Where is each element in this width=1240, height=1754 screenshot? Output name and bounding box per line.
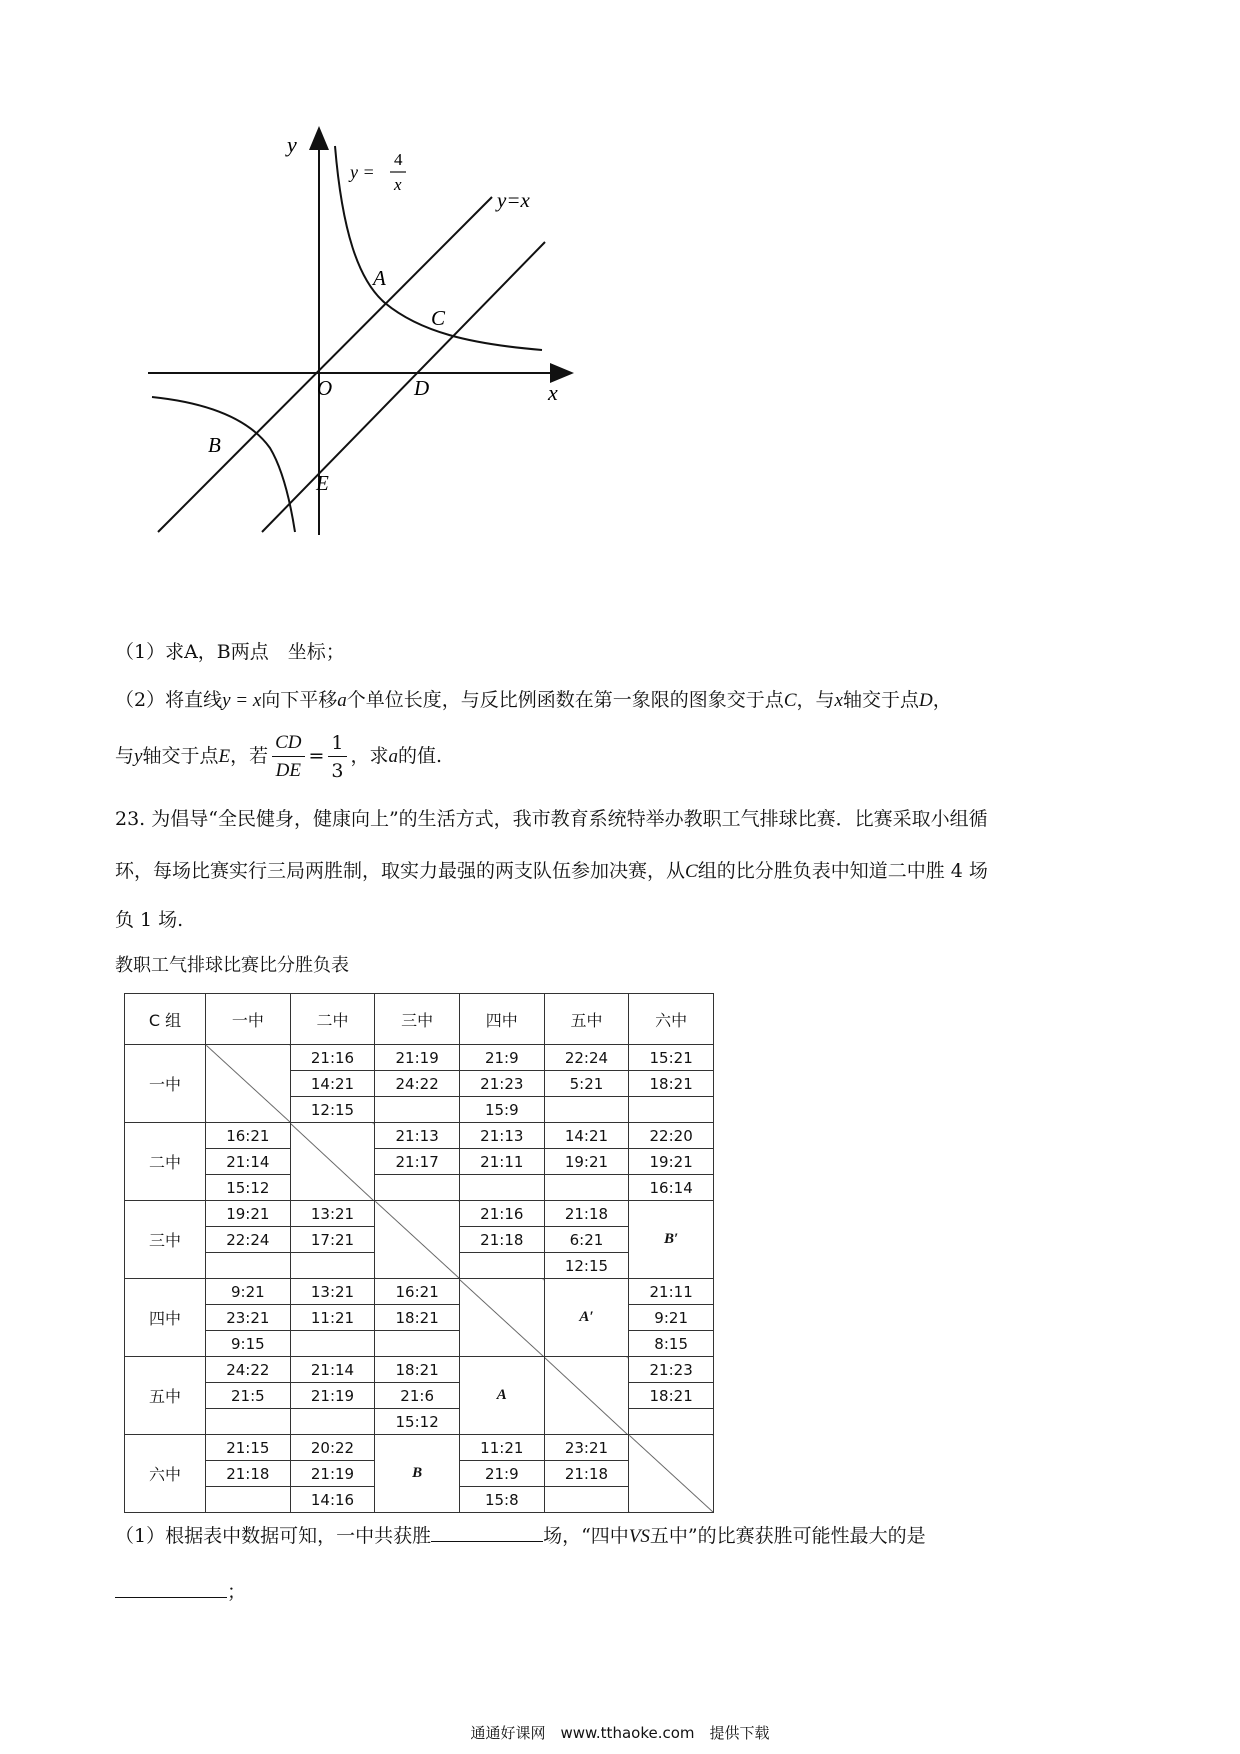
- score-cell: 12:15: [544, 1253, 629, 1279]
- score-cell: [459, 1253, 544, 1279]
- score-cell: 21:15: [206, 1435, 291, 1461]
- table-corner: C 组: [125, 994, 206, 1045]
- q22-line3-text-d: ，求: [350, 745, 389, 767]
- score-cell: [375, 1097, 460, 1123]
- col-header: 三中: [375, 994, 460, 1045]
- q23-vs: VS: [628, 1526, 650, 1547]
- score-cell: 21:16: [459, 1201, 544, 1227]
- q22-var-a-2: a: [388, 746, 399, 767]
- col-header: 一中: [206, 994, 291, 1045]
- q22-var-a: a: [337, 690, 347, 711]
- table-row: [125, 1123, 714, 1149]
- q22-equation: y = x: [222, 690, 262, 711]
- score-table: [124, 993, 714, 1513]
- q23-line2: [115, 857, 988, 886]
- table-row: [125, 1149, 714, 1175]
- score-cell: [629, 1097, 714, 1123]
- score-cell: 6:21: [544, 1227, 629, 1253]
- score-cell: [206, 1253, 291, 1279]
- score-cell: [459, 1175, 544, 1201]
- unknown-score-cell: A′: [544, 1279, 629, 1357]
- score-cell: 15:12: [375, 1409, 460, 1435]
- q22-part2-text-b: 向下平移: [261, 689, 338, 711]
- score-cell: 15:8: [459, 1487, 544, 1513]
- unknown-score-cell: A: [459, 1357, 544, 1435]
- score-cell: 8:15: [629, 1331, 714, 1357]
- score-cell: [206, 1409, 291, 1435]
- score-cell: 9:15: [206, 1331, 291, 1357]
- score-cell: 16:21: [206, 1123, 291, 1149]
- score-cell: 21:19: [375, 1045, 460, 1071]
- score-cell: 21:16: [290, 1045, 375, 1071]
- score-cell: 21:14: [290, 1357, 375, 1383]
- score-cell: 21:18: [544, 1461, 629, 1487]
- score-cell: 21:23: [459, 1071, 544, 1097]
- score-cell: [544, 1175, 629, 1201]
- row-header: 二中: [125, 1123, 206, 1201]
- q22-part2-line2: [115, 728, 442, 785]
- score-cell: 18:21: [629, 1383, 714, 1409]
- score-cell: 21:18: [544, 1201, 629, 1227]
- score-cell: 15:12: [206, 1175, 291, 1201]
- q23-group-c: C: [685, 861, 698, 882]
- answer-blank-1[interactable]: [431, 1521, 543, 1542]
- score-cell: 21:5: [206, 1383, 291, 1409]
- line-label: y=x: [497, 188, 530, 212]
- score-cell: 22:20: [629, 1123, 714, 1149]
- equals-sign: =: [308, 745, 325, 767]
- row-header: 五中: [125, 1357, 206, 1435]
- fraction-numerator: 1: [328, 730, 346, 757]
- score-cell: 23:21: [206, 1305, 291, 1331]
- point-e-label: E: [316, 471, 329, 495]
- score-cell: 19:21: [629, 1149, 714, 1175]
- q22-part2-line1: [115, 686, 952, 715]
- col-header: 四中: [459, 994, 544, 1045]
- score-cell: [206, 1487, 291, 1513]
- fraction-cd-de: [272, 730, 304, 785]
- score-cell: 18:21: [375, 1305, 460, 1331]
- col-header: 六中: [629, 994, 714, 1045]
- col-header: 五中: [544, 994, 629, 1045]
- q22-var-x: x: [834, 690, 843, 711]
- score-cell: 24:22: [375, 1071, 460, 1097]
- score-cell: 9:21: [206, 1279, 291, 1305]
- answer-blank-2[interactable]: [115, 1577, 227, 1598]
- table-row: [125, 1201, 714, 1227]
- score-cell: 15:9: [459, 1097, 544, 1123]
- score-cell: 21:6: [375, 1383, 460, 1409]
- q22-point-e: E: [218, 746, 231, 767]
- curve-label-denominator: x: [394, 175, 402, 194]
- score-cell: 18:21: [375, 1357, 460, 1383]
- score-cell: 21:9: [459, 1461, 544, 1487]
- diagonal-cell: [375, 1201, 460, 1279]
- score-cell: 21:11: [629, 1279, 714, 1305]
- diagonal-cell: [629, 1435, 714, 1513]
- score-cell: 21:17: [375, 1149, 460, 1175]
- score-cell: [290, 1331, 375, 1357]
- diagonal-cell: [459, 1279, 544, 1357]
- fraction-denominator: DE: [275, 759, 301, 781]
- score-cell: 21:11: [459, 1149, 544, 1175]
- q23-part1-line2: [115, 1577, 246, 1606]
- score-cell: 23:21: [544, 1435, 629, 1461]
- q22-part2-text-a: （2）将直线: [115, 689, 223, 711]
- q22-line3-text-e: 的值.: [398, 745, 443, 767]
- diagonal-cell: [290, 1123, 375, 1201]
- score-cell: 24:22: [206, 1357, 291, 1383]
- q22-part1: （1）求A，B两点 坐标；: [115, 641, 345, 663]
- score-cell: 9:21: [629, 1305, 714, 1331]
- q23-line2-text-b: 组的比分胜负表中知道二中胜 4 场: [697, 860, 988, 882]
- unknown-score-cell: B′: [629, 1201, 714, 1279]
- curve-label-numerator: 4: [394, 150, 403, 169]
- row-header: 一中: [125, 1045, 206, 1123]
- score-cell: 17:21: [290, 1227, 375, 1253]
- q22-point-d: D: [918, 690, 933, 711]
- score-cell: 5:21: [544, 1071, 629, 1097]
- table-row: [125, 1279, 714, 1305]
- q22-part2-text-e: 轴交于点: [842, 689, 919, 711]
- score-cell: 21:14: [206, 1149, 291, 1175]
- col-header: 二中: [290, 994, 375, 1045]
- q22-part2-text-d: ，与: [796, 689, 835, 711]
- score-cell: [544, 1097, 629, 1123]
- score-cell: [544, 1487, 629, 1513]
- score-cell: 21:18: [206, 1461, 291, 1487]
- score-cell: 20:22: [290, 1435, 375, 1461]
- function-graph: [140, 120, 580, 550]
- q23-line3: 负 1 场.: [115, 909, 184, 931]
- score-table-body: [125, 1045, 714, 1513]
- score-cell: 14:16: [290, 1487, 375, 1513]
- fraction-one-third: [328, 730, 346, 785]
- score-cell: 21:19: [290, 1461, 375, 1487]
- row-header: 四中: [125, 1279, 206, 1357]
- table-row: [125, 1175, 714, 1201]
- score-cell: 16:21: [375, 1279, 460, 1305]
- score-cell: 21:9: [459, 1045, 544, 1071]
- score-cell: 19:21: [206, 1201, 291, 1227]
- q22-part2-text-f: ，: [932, 689, 952, 711]
- q23-part1-text-b: 场，“四中: [543, 1525, 629, 1547]
- q22-line3-text-b: 轴交于点: [142, 745, 219, 767]
- point-c-label: C: [431, 306, 446, 330]
- row-header: 六中: [125, 1435, 206, 1513]
- table-row: [125, 1357, 714, 1383]
- score-cell: 18:21: [629, 1071, 714, 1097]
- score-cell: 14:21: [544, 1123, 629, 1149]
- q23-line1: 23. 为倡导“全民健身，健康向上”的生活方式，我市教育系统特举办教职工气排球比赛．比赛采取小组循: [115, 808, 988, 830]
- score-cell: 14:21: [290, 1071, 375, 1097]
- point-o-label: O: [317, 376, 333, 400]
- point-b-label: B: [208, 433, 221, 457]
- q22-point-c: C: [783, 690, 797, 711]
- diagonal-cell: [544, 1357, 629, 1435]
- table-row: [125, 1045, 714, 1071]
- q23-part1-end: ；: [227, 1581, 247, 1603]
- point-a-label: A: [373, 266, 386, 290]
- score-cell: 21:23: [629, 1357, 714, 1383]
- x-axis-label: x: [548, 380, 558, 405]
- score-cell: [290, 1409, 375, 1435]
- table-header-row: [125, 994, 714, 1045]
- score-cell: 12:15: [290, 1097, 375, 1123]
- q23-line2-text-a: 环，每场比赛实行三局两胜制，取实力最强的两支队伍参加决赛，从: [115, 860, 686, 882]
- score-cell: 15:21: [629, 1045, 714, 1071]
- point-d-label: D: [414, 376, 430, 400]
- table-title: 教职工气排球比赛比分胜负表: [115, 955, 349, 976]
- score-cell: 21:19: [290, 1383, 375, 1409]
- q22-line3-text-c: ，若: [230, 745, 269, 767]
- score-cell: 11:21: [290, 1305, 375, 1331]
- diagonal-cell: [206, 1045, 291, 1123]
- q23-part1-text-c: 五中”的比赛获胜可能性最大的是: [649, 1525, 926, 1547]
- q23-part1-text-a: （1）根据表中数据可知，一中共获胜: [115, 1525, 432, 1547]
- q23-part1: [115, 1521, 926, 1551]
- score-cell: 22:24: [544, 1045, 629, 1071]
- score-cell: [375, 1175, 460, 1201]
- q22-part2-text-c: 个单位长度，与反比例函数在第一象限的图象交于点: [346, 689, 784, 711]
- score-cell: [629, 1409, 714, 1435]
- row-header: 三中: [125, 1201, 206, 1279]
- score-cell: [375, 1331, 460, 1357]
- q22-line3-text-a: 与: [115, 745, 135, 767]
- curve-label-lhs: y =: [350, 162, 375, 182]
- score-cell: 21:18: [459, 1227, 544, 1253]
- score-cell: 19:21: [544, 1149, 629, 1175]
- unknown-score-cell: B: [375, 1435, 460, 1513]
- fraction-denominator: 3: [331, 759, 344, 782]
- q22-var-y: y: [134, 746, 143, 767]
- score-cell: 13:21: [290, 1279, 375, 1305]
- table-row: [125, 1435, 714, 1461]
- score-cell: 13:21: [290, 1201, 375, 1227]
- score-cell: 22:24: [206, 1227, 291, 1253]
- page-footer: 通通好课网 www.tthaoke.com 提供下载: [470, 1724, 770, 1742]
- score-cell: 21:13: [459, 1123, 544, 1149]
- y-axis-label: y: [287, 132, 297, 157]
- score-cell: 16:14: [629, 1175, 714, 1201]
- fraction-numerator: CD: [272, 730, 304, 757]
- score-cell: [290, 1253, 375, 1279]
- score-cell: 11:21: [459, 1435, 544, 1461]
- score-cell: 21:13: [375, 1123, 460, 1149]
